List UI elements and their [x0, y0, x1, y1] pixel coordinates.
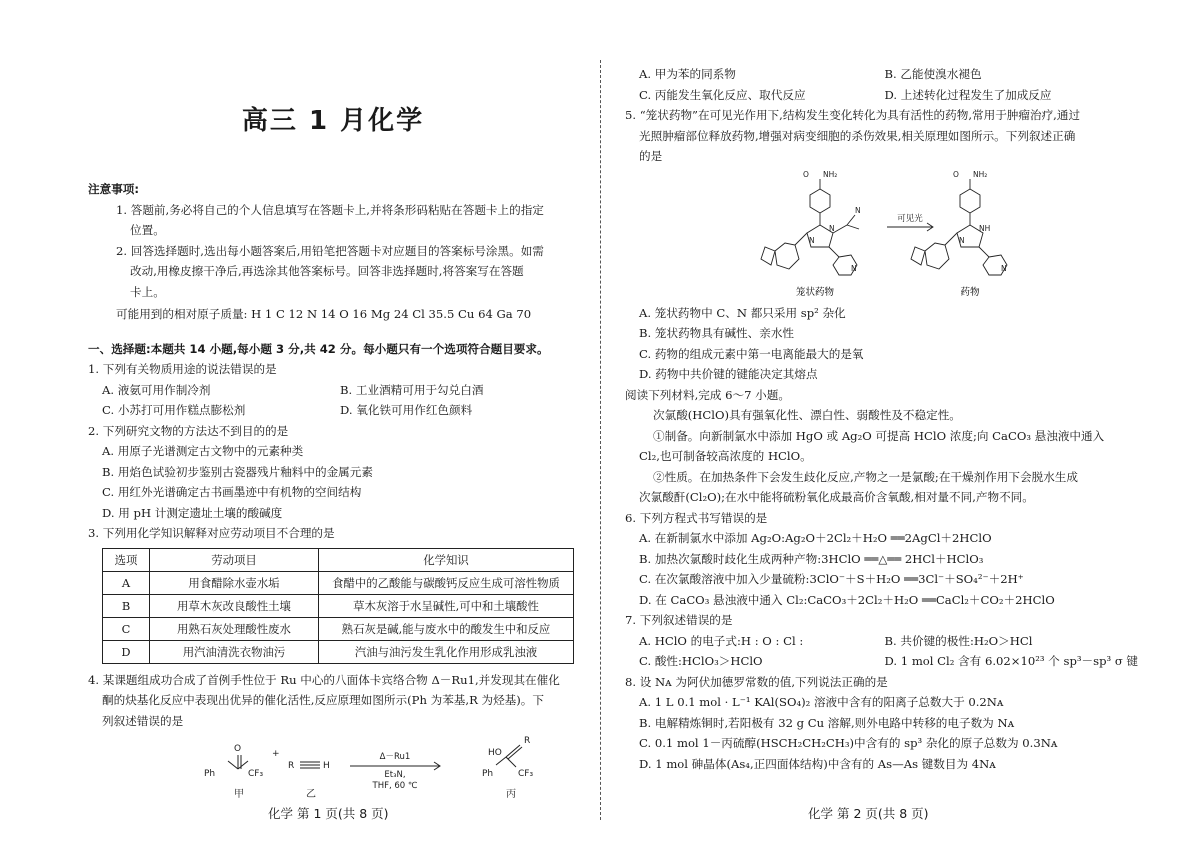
- question-4-stem: 4. 某课题组成功合成了首例手性位于 Ru 中心的八面体卡宾络合物 Δ－Ru1,并发现其在催化: [88, 672, 560, 687]
- condition-catalyst: Δ－Ru1: [379, 752, 411, 762]
- option-b: B. 电解精炼铜时,若阳极有 32 g Cu 溶解,则外电路中转移的电子数为 Nᴀ: [639, 715, 1015, 730]
- question-5-stem: 5. “笼状药物”在可见光作用下,结构发生变化转化为具有活性的药物,常用于肿瘤治疗,通过: [625, 108, 1081, 122]
- table-header: 劳动项目: [150, 548, 319, 571]
- option-a: A. 甲为苯的同系物: [639, 67, 736, 81]
- question-1-stem: 1. 下列有关物质用途的说法错误的是: [88, 362, 277, 376]
- notice-line: 2. 回答选择题时,选出每小题答案后,用铅笔把答题卡对应题目的答案标号涂黑。如需: [116, 243, 544, 258]
- section-heading: 一、选择题:本题共 14 小题,每小题 3 分,共 42 分。每小题只有一个选项符合题目要求。: [88, 341, 549, 356]
- table-cell: 汽油与油污发生乳化作用形成乳浊液: [319, 640, 574, 663]
- option-a: A. 笼状药物中 C、N 都只采用 sp² 杂化: [639, 305, 846, 320]
- table-cell: D: [103, 640, 150, 663]
- option-b: B. 工业酒精可用于勾兑白酒: [340, 382, 484, 397]
- table-cell: 用熟石灰处理酸性废水: [150, 617, 319, 640]
- table-header-row: [103, 548, 574, 571]
- table-cell: A: [103, 571, 150, 594]
- reading-paragraph: 次氯酸酐(Cl₂O);在水中能将硫粉氧化成最高价含氧酸,相对量不同,产物不同。: [639, 490, 1034, 504]
- notice-heading: 注意事项:: [88, 182, 140, 196]
- caption-caged: 笼状药物: [795, 286, 835, 298]
- h-label: H: [323, 761, 330, 771]
- reading-paragraph: ①制备。向新制氯水中添加 HgO 或 Ag₂O 可提高 HClO 浓度;向 CaCO₃ 悬浊液中通入: [653, 428, 1105, 443]
- option-d: D. 药物中共价键的键能决定其熔点: [639, 367, 818, 381]
- page-footer: 化学 第 1 页(共 8 页): [268, 806, 389, 821]
- reading-paragraph: ②性质。在加热条件下会发生歧化反应,产物之一是氯酸;在干燥剂作用下会脱水生成: [653, 469, 1078, 484]
- option-a: A. 液氨可用作制冷剂: [102, 382, 211, 397]
- table-row: [103, 640, 574, 663]
- atomic-masses: 可能用到的相对原子质量: H 1 C 12 N 14 O 16 Mg 24 Cl 35.5 Cu 64 Ga 70: [116, 307, 532, 321]
- table-header: 选项: [103, 548, 150, 571]
- option-a: A. 在新制氯水中添加 Ag₂O:Ag₂O＋2Cl₂＋H₂O ══2AgCl＋2HClO: [639, 531, 992, 545]
- table-header: 化学知识: [319, 548, 574, 571]
- n-atom-label: N: [829, 223, 835, 233]
- option-b: B. 加热次氯酸时歧化生成两种产物:3HClO ══△══ 2HCl＋HClO₃: [639, 551, 984, 566]
- r-label: R: [524, 736, 531, 746]
- label-bing: 丙: [506, 789, 516, 800]
- r-label: R: [288, 761, 295, 771]
- reaction-diagram: [88, 731, 578, 801]
- nh2-label: NH₂: [823, 169, 838, 179]
- option-d: D. 1 mol 砷晶体(As₄,正四面体结构)中含有的 As—As 键数目为 4Nᴀ: [639, 756, 996, 771]
- option-b: B. 用焰色试验初步鉴别古瓷器残片釉料中的金属元素: [102, 464, 373, 479]
- table-cell: C: [103, 617, 150, 640]
- option-c: C. 用红外光谱确定古书画墨迹中有机物的空间结构: [102, 485, 362, 499]
- question-4-stem: 酮的炔基化反应中表现出优异的催化活性,反应原理如图所示(Ph 为苯基,R 为烃基)。下: [102, 693, 544, 707]
- table-row: [103, 617, 574, 640]
- n-atom-label: N: [851, 263, 857, 273]
- page-1: [88, 100, 578, 801]
- option-d: D. 1 mol Cl₂ 含有 6.02×10²³ 个 sp³－sp³ σ 键: [884, 654, 1139, 668]
- question-4-options: [625, 85, 1130, 106]
- table-cell: 草木灰溶于水呈碱性,可中和土壤酸性: [319, 594, 574, 617]
- cf3-label: CF₃: [248, 769, 264, 779]
- option-c: C. 酸性:HClO₃＞HClO: [639, 654, 763, 668]
- option-c: C. 小苏打可用作糕点膨松剂: [102, 403, 246, 417]
- option-a: A. 1 L 0.1 mol · L⁻¹ KAl(SO₄)₂ 溶液中含有的阳离子总数大于 0.2Nᴀ: [639, 695, 1004, 709]
- o-atom-label: O: [803, 169, 809, 179]
- option-d: D. 上述转化过程发生了加成反应: [884, 87, 1052, 102]
- label-yi: 乙: [306, 789, 316, 800]
- notice-line: 位置。: [130, 223, 165, 237]
- question-3-table: [102, 548, 574, 664]
- notice-line: 1. 答题前,务必将自己的个人信息填写在答题卡上,并将条形码粘贴在答题卡上的指定: [116, 202, 544, 217]
- question-4-stem: 列叙述错误的是: [102, 713, 184, 728]
- option-c: C. 丙能发生氧化反应、取代反应: [639, 87, 806, 102]
- n-atom-label: N: [1001, 263, 1007, 273]
- option-d: D. 用 pH 计测定遗址土壤的酸碱度: [102, 505, 283, 520]
- question-5-stem: 的是: [639, 149, 663, 163]
- question-7-options: [625, 631, 1130, 652]
- option-b: B. 乙能使溴水褪色: [884, 67, 982, 81]
- table-row: [103, 571, 574, 594]
- option-c: C. 0.1 mol 1－丙硫醇(HSCH₂CH₂CH₃)中含有的 sp³ 杂化的原子总数为 0.3Nᴀ: [639, 736, 1058, 750]
- question-2-stem: 2. 下列研究文物的方法达不到目的的是: [88, 423, 289, 438]
- option-d: D. 氧化铁可用作红色颜料: [340, 403, 473, 417]
- ho-label: HO: [488, 748, 502, 758]
- reading-intro: 阅读下列材料,完成 6～7 小题。: [625, 387, 790, 402]
- o-atom-label: O: [953, 169, 959, 179]
- question-3-stem: 3. 下列用化学知识解释对应劳动项目不合理的是: [88, 526, 335, 540]
- reaction-scheme: [88, 731, 578, 801]
- table-cell: 用食醋除水壶水垢: [150, 571, 319, 594]
- question-5-stem: 光照肿瘤部位释放药物,增强对病变细胞的杀伤效果,相关原理如图所示。下列叙述正确: [639, 128, 1076, 143]
- option-d: D. 在 CaCO₃ 悬浊液中通入 Cl₂:CaCO₃＋2Cl₂＋H₂O ══CaCl₂＋CO₂＋2HClO: [639, 592, 1055, 607]
- notice-line: 改动,用橡皮擦干净后,再选涂其他答案标号。回答非选择题时,将答案写在答题: [130, 264, 524, 278]
- page-divider: [600, 60, 602, 820]
- nh2-label: NH₂: [973, 169, 988, 179]
- label-jia: 甲: [234, 789, 244, 800]
- option-c: C. 在次氯酸溶液中加入少量硫粉:3ClO⁻＋S＋H₂O ══3Cl⁻＋SO₄²⁻＋2H⁺: [639, 572, 1024, 586]
- table-cell: 用草木灰改良酸性土壤: [150, 594, 319, 617]
- o-atom-label: O: [234, 744, 242, 754]
- page-2: [625, 64, 1139, 774]
- n-atom-label: N: [959, 235, 965, 245]
- plus-sign: +: [272, 749, 280, 759]
- question-4-options: [625, 64, 1130, 85]
- n-atom-label: N: [809, 235, 815, 245]
- page-footer: 化学 第 2 页(共 8 页): [808, 806, 929, 821]
- reading-paragraph: Cl₂,也可制备较高浓度的 HClO。: [639, 449, 812, 463]
- n-atom-label: N: [855, 205, 861, 215]
- cf3-label: CF₃: [518, 769, 534, 779]
- question-8-stem: 8. 设 Nᴀ 为阿伏加德罗常数的值,下列说法正确的是: [625, 674, 888, 689]
- table-cell: 食醋中的乙酸能与碳酸钙反应生成可溶性物质: [319, 571, 574, 594]
- condition-base: Et₃N,: [384, 770, 406, 780]
- nh-label: NH: [979, 223, 991, 233]
- caged-drug-figure: [625, 167, 1130, 303]
- question-1-options: [88, 380, 578, 401]
- ph-label: Ph: [482, 769, 494, 779]
- caption-drug: 药物: [960, 286, 980, 298]
- option-a: A. HClO 的电子式:H : O : Cl :: [639, 633, 804, 648]
- page-title: 高三 1 月化学: [241, 106, 425, 136]
- structure-diagram: [625, 167, 1130, 303]
- table-cell: B: [103, 594, 150, 617]
- condition-solvent: THF, 60 ℃: [372, 781, 418, 791]
- option-c: C. 药物的组成元素中第一电离能最大的是氧: [639, 346, 864, 361]
- table-cell: 用汽油清洗衣物油污: [150, 640, 319, 663]
- notice-line: 卡上。: [130, 284, 165, 299]
- question-1-options: [88, 400, 578, 421]
- option-b: B. 笼状药物具有碱性、亲水性: [639, 326, 795, 340]
- question-7-stem: 7. 下列叙述错误的是: [625, 613, 733, 627]
- question-7-options: [625, 651, 1139, 672]
- table-row: [103, 594, 574, 617]
- option-a: A. 用原子光谱测定古文物中的元素种类: [102, 444, 304, 458]
- table-cell: 熟石灰是碱,能与废水中的酸发生中和反应: [319, 617, 574, 640]
- arrow-label: 可见光: [897, 213, 923, 224]
- question-6-stem: 6. 下列方程式书写错误的是: [625, 510, 768, 525]
- ph-label: Ph: [204, 769, 216, 779]
- option-b: B. 共价键的极性:H₂O＞HCl: [884, 633, 1033, 648]
- reading-paragraph: 次氯酸(HClO)具有强氧化性、漂白性、弱酸性及不稳定性。: [653, 408, 961, 422]
